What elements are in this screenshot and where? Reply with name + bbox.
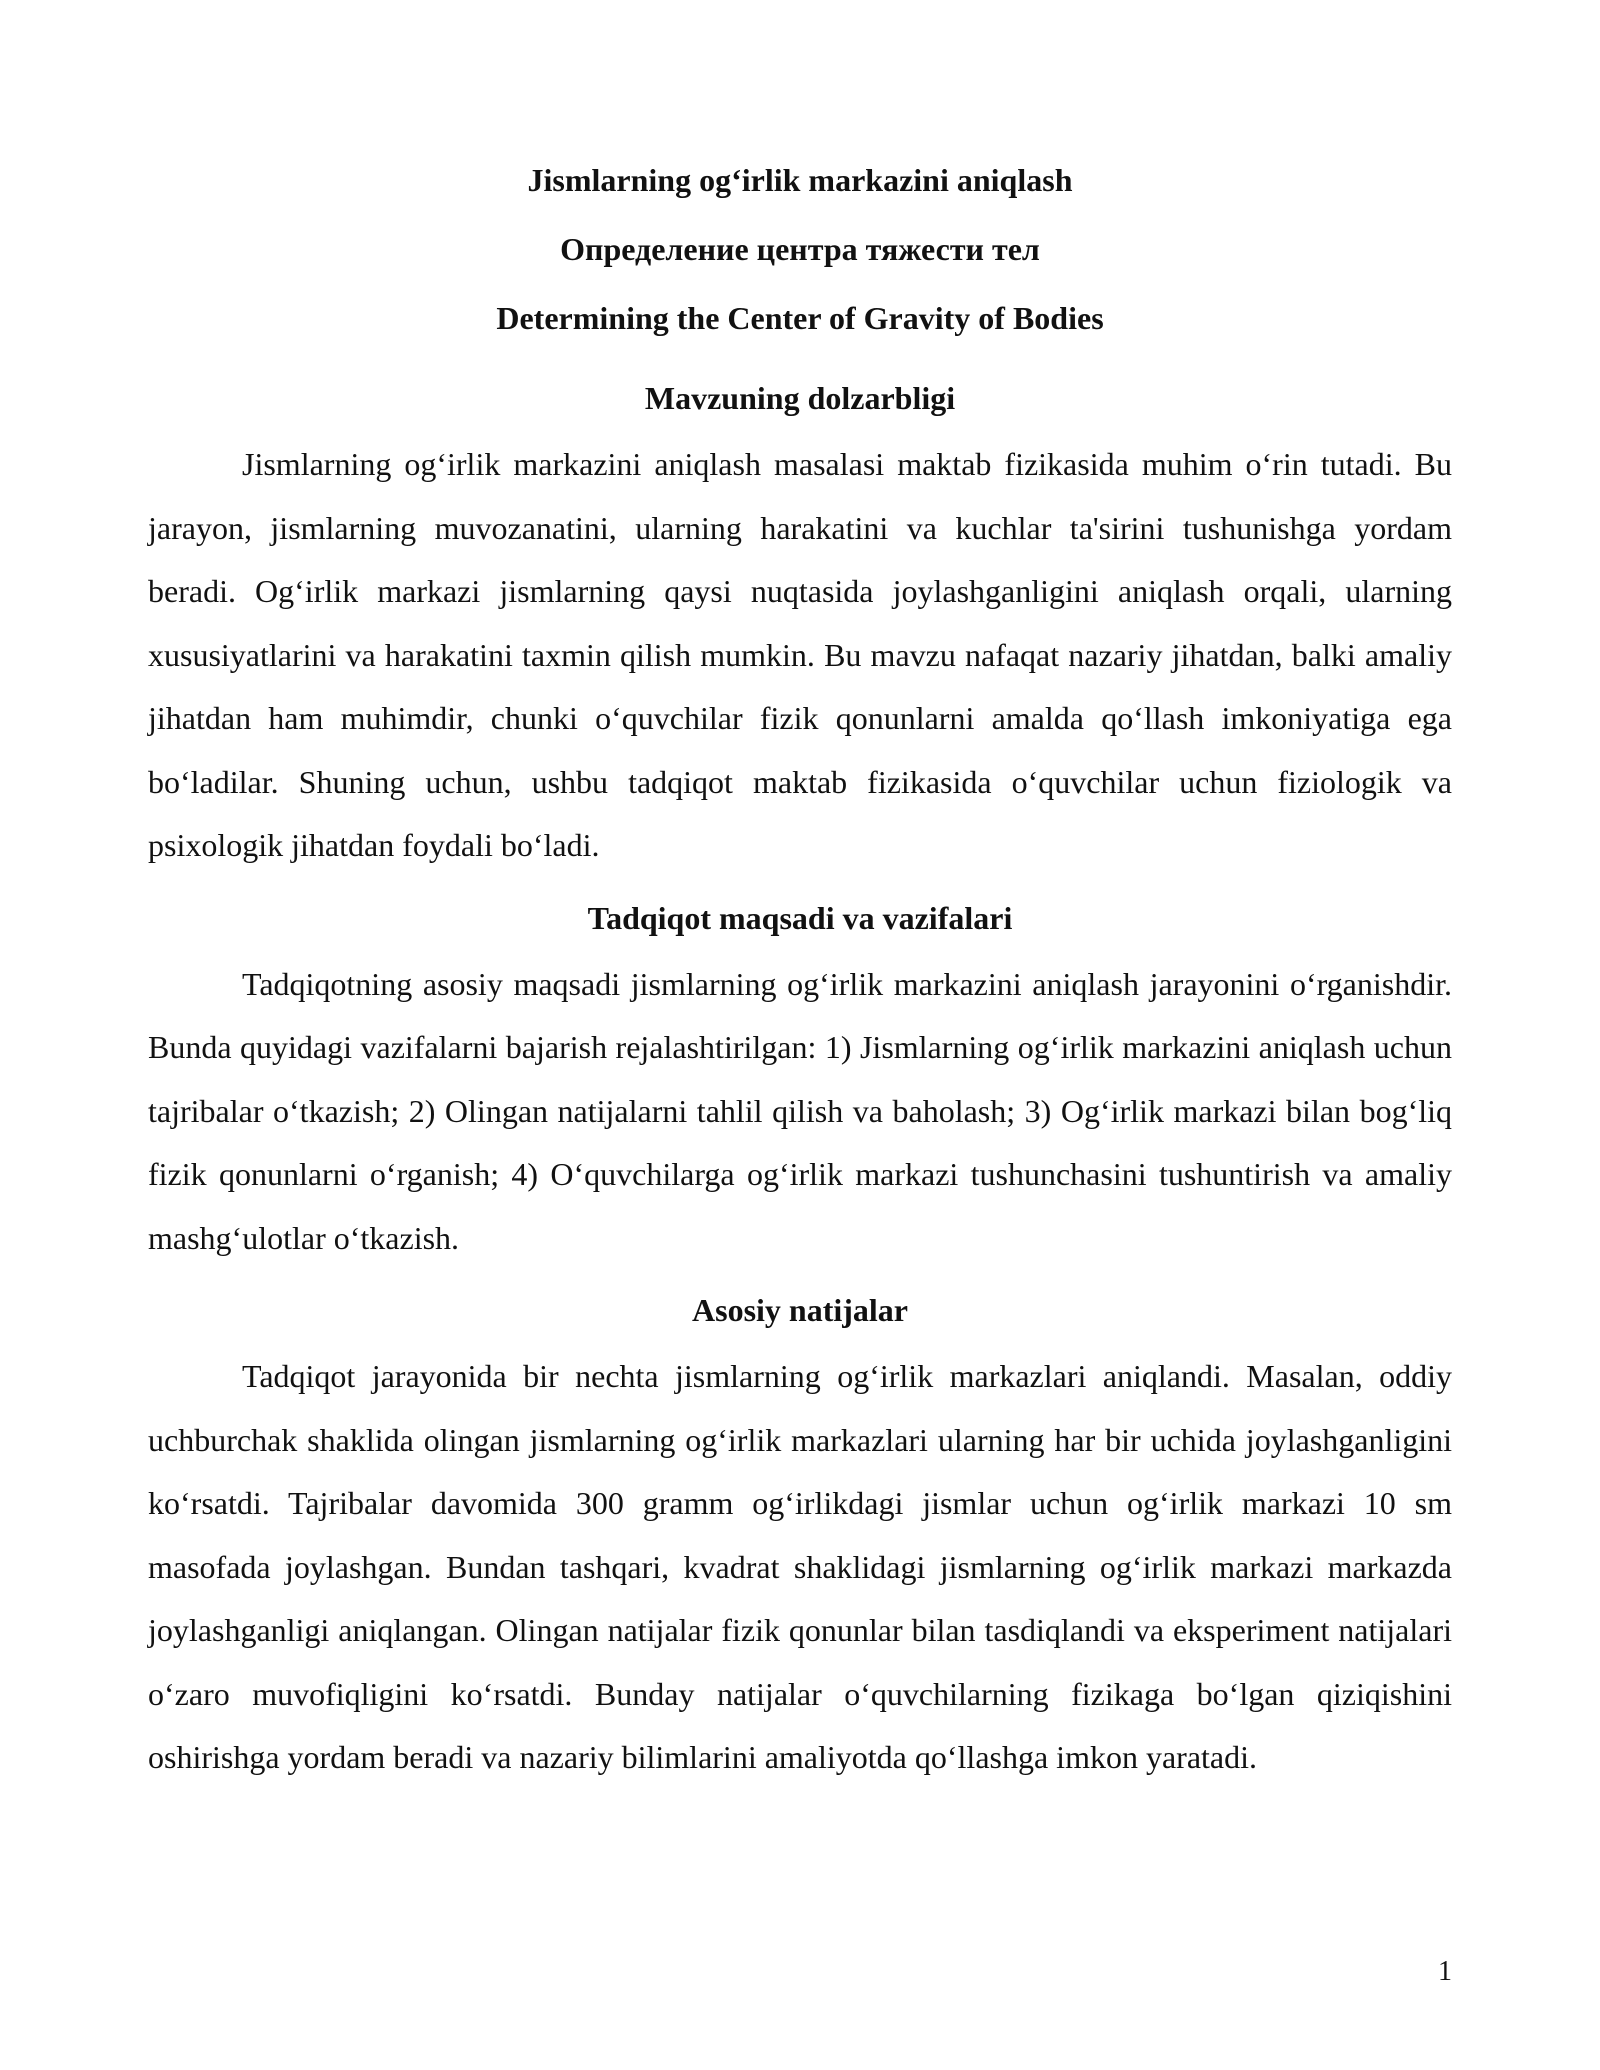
title-russian: Определение центра тяжести тел [560,231,1040,267]
title-uzbek: Jismlarning og‘irlik markazini aniqlash [527,162,1073,198]
section-paragraph-goals: Tadqiqotning asosiy maqsadi jismlarning og‘irlik markazini aniqlash jarayonini o‘rganishdir. Bunda quyidagi vazifalarni bajarish rejalashtirilgan: 1) Jismlarning og‘irlik markazini aniqlash uchun tajribalar o‘tkazish; 2) Olingan natijalarni tahlil qilish va baholash; 3) Og‘irlik markazi bilan bog‘liq fizik qonunlarni o‘rganish; 4) O‘quvchilarga og‘irlik markazi tushunchasini tushuntirish va amaliy mashg‘ulotlar o‘tkazish. [148,965,1452,1256]
page-number: 1 [1438,1956,1452,1987]
section-heading-results: Asosiy natijalar [692,1292,908,1328]
section-heading-goals: Tadqiqot maqsadi va vazifalari [587,899,1013,936]
section-paragraph-relevance: Jismlarning og‘irlik markazini aniqlash masalasi maktab fizikasida muhim o‘rin tutadi. Bu jarayon, jismlarning muvozanatini, ularning harakatini va kuchlar ta'sirini tushunishga yordam beradi. Og‘irlik markazi jismlarning qaysi nuqtasida joylashganligini aniqlash orqali, ularning xususiyatlarini va harakatini taxmin qilish mumkin. Bu mavzu nafaqat nazariy jihatdan, balki amaliy jihatdan ham muhimdir, chunki o‘quvchilar fizik qonunlarni amalda qo‘llash imkoniyatiga ega bo‘ladilar. Shuning uchun, ushbu tadqiqot maktab fizikasida o‘quvchilar uchun fiziologik va psixologik jihatdan foydali bo‘ladi. [148,446,1452,863]
section-paragraph-results: Tadqiqot jarayonida bir nechta jismlarning og‘irlik markazlari aniqlandi. Masalan, oddiy uchburchak shaklida olingan jismlarning og‘irlik markazlari ularning har bir uchida joylashganligini ko‘rsatdi. Tajribalar davomida 300 gramm og‘irlikdagi jismlar uchun og‘irlik markazi 10 sm masofada joylashgan. Bundan tashqari, kvadrat shaklidagi jismlarning og‘irlik markazi markazda joylashganligi aniqlangan. Olingan natijalar fizik qonunlar bilan tasdiqlandi va eksperiment natijalari o‘zaro muvofiqligini ko‘rsatdi. Bunday natijalar o‘quvchilarning fizikaga bo‘lgan qiziqishini oshirishga yordam beradi va nazariy bilimlarini amaliyotda qo‘llashga imkon yaratadi. [148,1358,1452,1775]
title-english: Determining the Center of Gravity of Bodies [496,300,1104,336]
document-body [148,146,1452,1790]
section-heading-relevance: Mavzuning dolzarbligi [644,380,956,416]
